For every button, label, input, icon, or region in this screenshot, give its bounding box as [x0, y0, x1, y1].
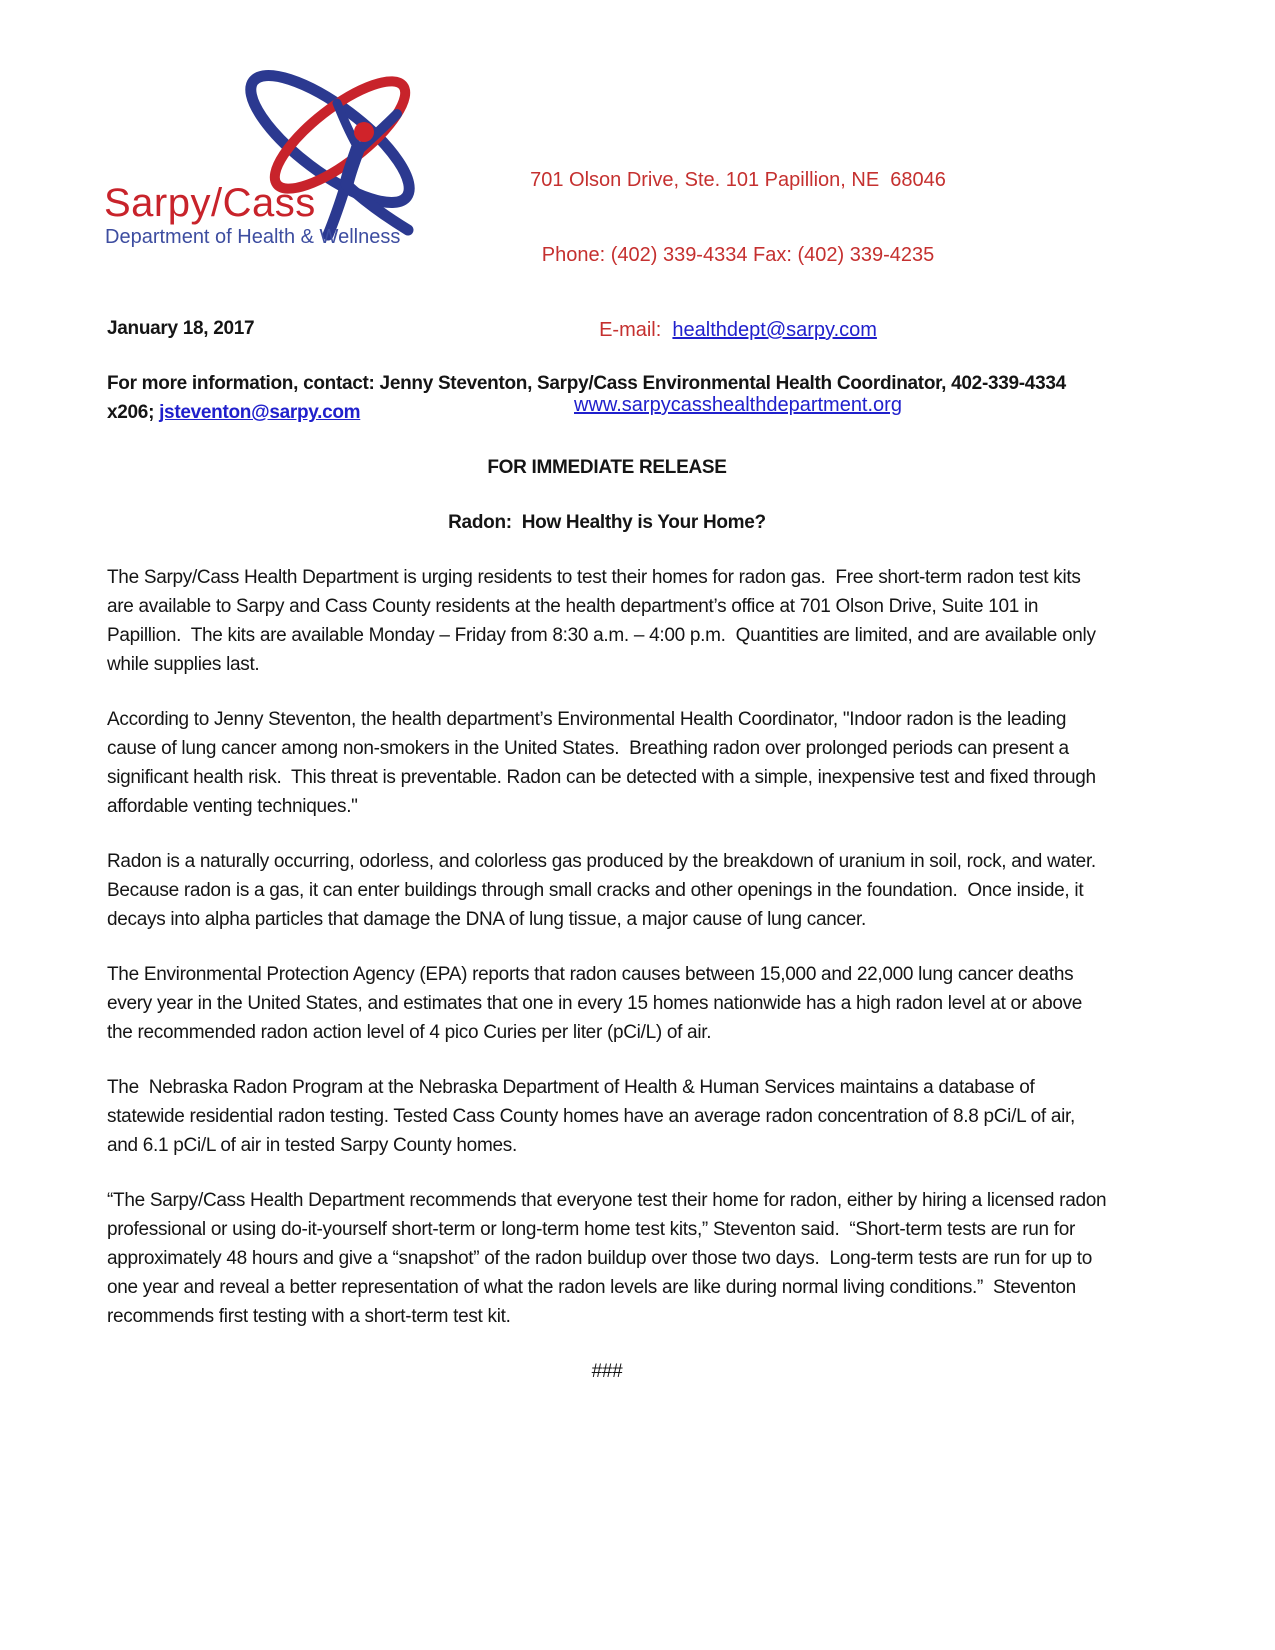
paragraph-4: The Environmental Protection Agency (EPA) reports that radon causes between 15,000 and 22,000 lung cancer deaths every year in the United States, and estimates that one in every 15 homes nationwide has a high radon level at or above the recommended radon action level of 4 pico Curies per liter (pCi/L) of air.	[107, 964, 1088, 1043]
email-label: E-mail:	[599, 319, 673, 341]
phone-fax-line: Phone: (402) 339-4334 Fax: (402) 339-4235	[541, 244, 935, 266]
paragraph-3: Radon is a naturally occurring, odorless, and colorless gas produced by the breakdown of uranium in soil, rock, and water. Because radon is a gas, it can enter buildings through small cracks and other openings in the foundation. Once inside, it decays into alpha particles that damage the DNA of lung tissue, a major cause of lung cancer.	[107, 851, 1101, 930]
media-contact-text: For more information, contact: Jenny Steventon, Sarpy/Cass Environmental Health Coordinator, 402-339-4334 x206;	[107, 373, 1071, 423]
address-line: 701 Olson Drive, Ste. 101 Papillion, NE 68046	[530, 169, 946, 191]
email-link[interactable]: healthdept@sarpy.com	[672, 319, 877, 341]
website-link[interactable]: www.sarpycasshealthdepartment.org	[574, 394, 902, 416]
release-date: January 18, 2017	[107, 318, 255, 339]
end-mark: ###	[591, 1361, 623, 1382]
paragraph-6: “The Sarpy/Cass Health Department recommends that everyone test their home for radon, either by hiring a licensed radon professional or using do-it-yourself short-term or long-term home test kits,” Steventon said. “Short-term tests are run for approximately 48 hours and give a “snapshot” of the radon buildup over those two days. Long-term tests are run for up to one year and reveal a better representation of what the radon levels are like during normal living conditions.” Steventon recommends first testing with a short-term test kit.	[107, 1190, 1112, 1327]
paragraph-1: The Sarpy/Cass Health Department is urging residents to test their homes for radon gas. Free short-term radon test kits are available to Sarpy and Cass County residents at the health department’s office at 701 Olson Drive, Suite 101 in Papillion. The kits are available Monday – Friday from 8:30 a.m. – 4:00 p.m. Quantities are limited, and are available only while supplies last.	[107, 567, 1101, 675]
logo-subtitle: Department of Health & Wellness	[105, 226, 401, 248]
press-release-body	[107, 314, 1112, 1386]
for-immediate-release-line: FOR IMMEDIATE RELEASE	[487, 457, 727, 478]
paragraph-5: The Nebraska Radon Program at the Nebraska Department of Health & Human Services maintains a database of statewide residential radon testing. Tested Cass County homes have an average radon concentration of 8.8 pCi/L of air, and 6.1 pCi/L of air in tested Sarpy County homes.	[107, 1077, 1080, 1156]
media-contact-line	[107, 369, 1107, 427]
paragraph-2: According to Jenny Steventon, the health department’s Environmental Health Coordinator, "Indoor radon is the leading cause of lung cancer among non-smokers in the United States. Breathing radon over prolonged periods can present a significant health risk. This threat is preventable. Radon can be detected with a simple, inexpensive test and fixed through affordable venting techniques."	[107, 709, 1101, 817]
media-contact-email-link[interactable]: jsteventon@sarpy.com	[159, 402, 361, 423]
page-title: Radon: How Healthy is Your Home?	[448, 512, 766, 533]
logo-title: Sarpy/Cass	[104, 181, 316, 225]
